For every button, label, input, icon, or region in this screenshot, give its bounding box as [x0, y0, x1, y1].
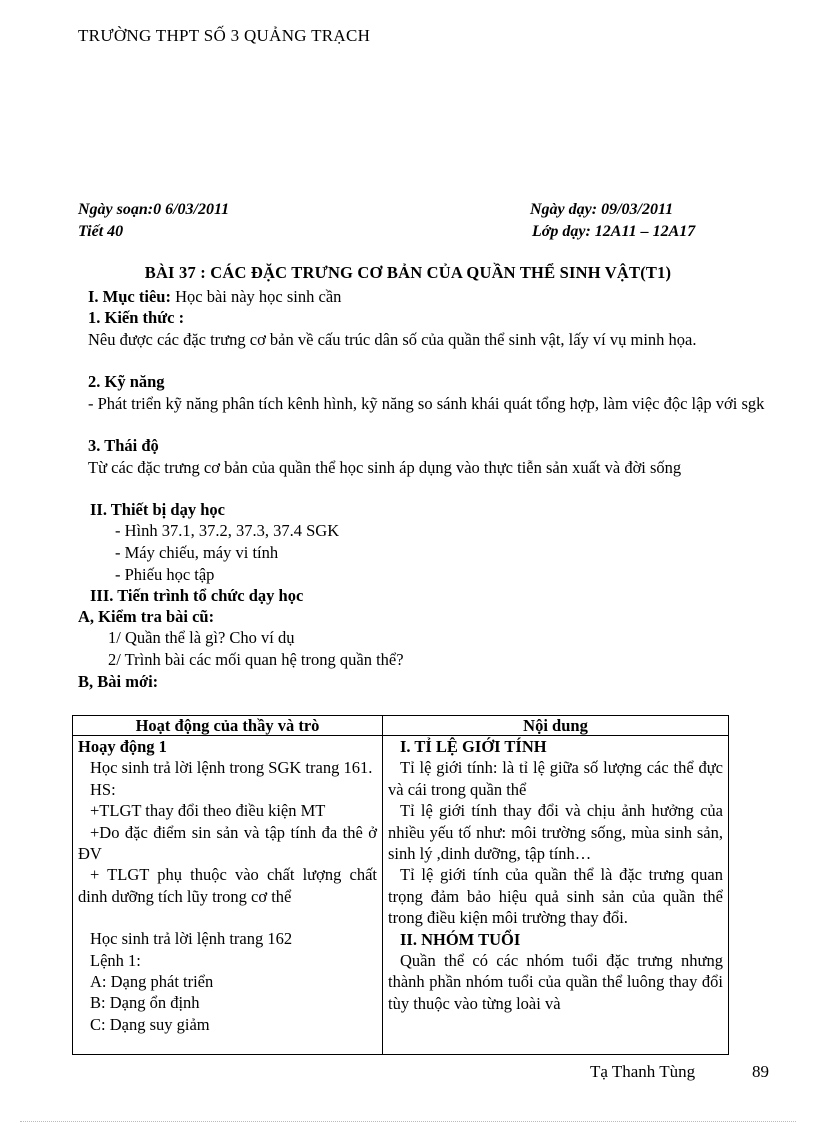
equipment-item: - Phiếu học tập — [115, 565, 215, 584]
objectives-intro: Học bài này học sinh cần — [170, 287, 342, 306]
section-title: I. TỈ LỆ GIỚI TÍNH — [400, 737, 547, 756]
objectives-line — [88, 287, 341, 307]
lesson-table — [72, 715, 729, 1055]
skills-heading: 2. Kỹ năng — [88, 372, 165, 391]
check-heading: A, Kiểm tra bài cũ: — [78, 607, 215, 626]
lesson-title: BÀI 37 : CÁC ĐẶC TRƯNG CƠ BẢN CỦA QUẦN THỂ SINH VẬT(T1) — [144, 263, 672, 282]
content-paragraph: Quần thể có các nhóm tuổi đặc trưng nhưng thành phần nhóm tuổi của quần thể luông thay đổi tùy thuộc vào từng loài và — [388, 951, 723, 1013]
skills-text: - Phát triển kỹ năng phân tích kênh hình, kỹ năng so sánh khái quát tổng hợp, làm việc độc lập với sgk — [88, 394, 765, 413]
objectives-heading: I. Mục tiêu: — [88, 287, 171, 306]
question-item: 2/ Trình bài các mối quan hệ trong quần thể? — [108, 650, 404, 669]
activity-line: A: Dạng phát triển — [90, 972, 214, 992]
content-paragraph: Tỉ lệ giới tính: là tỉ lệ giữa số lượng các thể đực và cái trong quần thể — [388, 758, 723, 799]
knowledge-text: Nêu được các đặc trưng cơ bản về cấu trúc dân số của quần thể sinh vật, lấy ví vụ minh họa. — [88, 330, 697, 349]
page-divider — [20, 1121, 796, 1122]
activity-line: Học sinh trả lời lệnh trang 162 — [90, 929, 293, 949]
date-prepared: Ngày soạn:0 6/03/2011 — [78, 201, 230, 218]
equipment-heading: II. Thiết bị dạy học — [90, 500, 225, 519]
new-lesson-heading: B, Bài mới: — [78, 672, 159, 691]
content-cell — [383, 736, 729, 1055]
date-taught: Ngày dạy: 09/03/2011 — [530, 201, 674, 218]
knowledge-heading: 1. Kiến thức : — [88, 308, 185, 327]
content-paragraph: Tỉ lệ giới tính của quần thể là đặc trưng quan trọng đảm bảo hiệu quả sinh sản của quần thể trong điều kiện môi trường thay đổi. — [388, 865, 723, 928]
activity-title: Hoạy động 1 — [78, 737, 167, 756]
activity-line: +Do đặc điểm sin sản và tập tính đa thê ở ĐV — [78, 822, 377, 864]
attitude-text: Từ các đặc trưng cơ bản của quần thể học sinh áp dụng vào thực tiễn sản xuất và đời sống — [88, 458, 682, 477]
activity-line: HS: — [90, 779, 116, 799]
page-number: 89 — [752, 1062, 769, 1081]
content-paragraph: Tỉ lệ giới tính thay đổi và chịu ảnh hưởng của nhiều yếu tố như: môi trường sống, mùa sinh sản, sinh lý ,dinh dưỡng, tập tính… — [388, 801, 723, 864]
period-number: Tiết 40 — [78, 223, 124, 240]
activity-line: B: Dạng ổn định — [90, 993, 200, 1013]
author-name: Tạ Thanh Tùng — [590, 1062, 696, 1081]
attitude-heading: 3. Thái độ — [88, 436, 159, 455]
activity-line: + TLGT phụ thuộc vào chất lượng chất dinh dưỡng tích lũy trong cơ thể — [78, 865, 377, 906]
question-item: 1/ Quần thể là gì? Cho ví dụ — [108, 628, 295, 647]
equipment-item: - Hình 37.1, 37.2, 37.3, 37.4 SGK — [115, 521, 340, 540]
activity-line: Lệnh 1: — [90, 950, 141, 970]
section-title: II. NHÓM TUỔI — [400, 929, 521, 949]
equipment-item: - Máy chiếu, máy vi tính — [115, 543, 279, 562]
activity-cell — [73, 736, 383, 1055]
col-header-activity: Hoạt động của thầy và trò — [73, 716, 383, 736]
activity-line: +TLGT thay đổi theo điều kiện MT — [90, 801, 326, 821]
activity-line: Học sinh trả lời lệnh trong SGK trang 161. — [90, 758, 373, 778]
col-header-content: Nội dung — [383, 716, 729, 736]
school-name: TRƯỜNG THPT SỐ 3 QUẢNG TRẠCH — [78, 26, 371, 45]
activity-line: C: Dạng suy giảm — [90, 1014, 210, 1034]
class-list: Lớp dạy: 12A11 – 12A17 — [532, 223, 696, 240]
process-heading: III. Tiến trình tổ chức dạy học — [90, 586, 304, 605]
